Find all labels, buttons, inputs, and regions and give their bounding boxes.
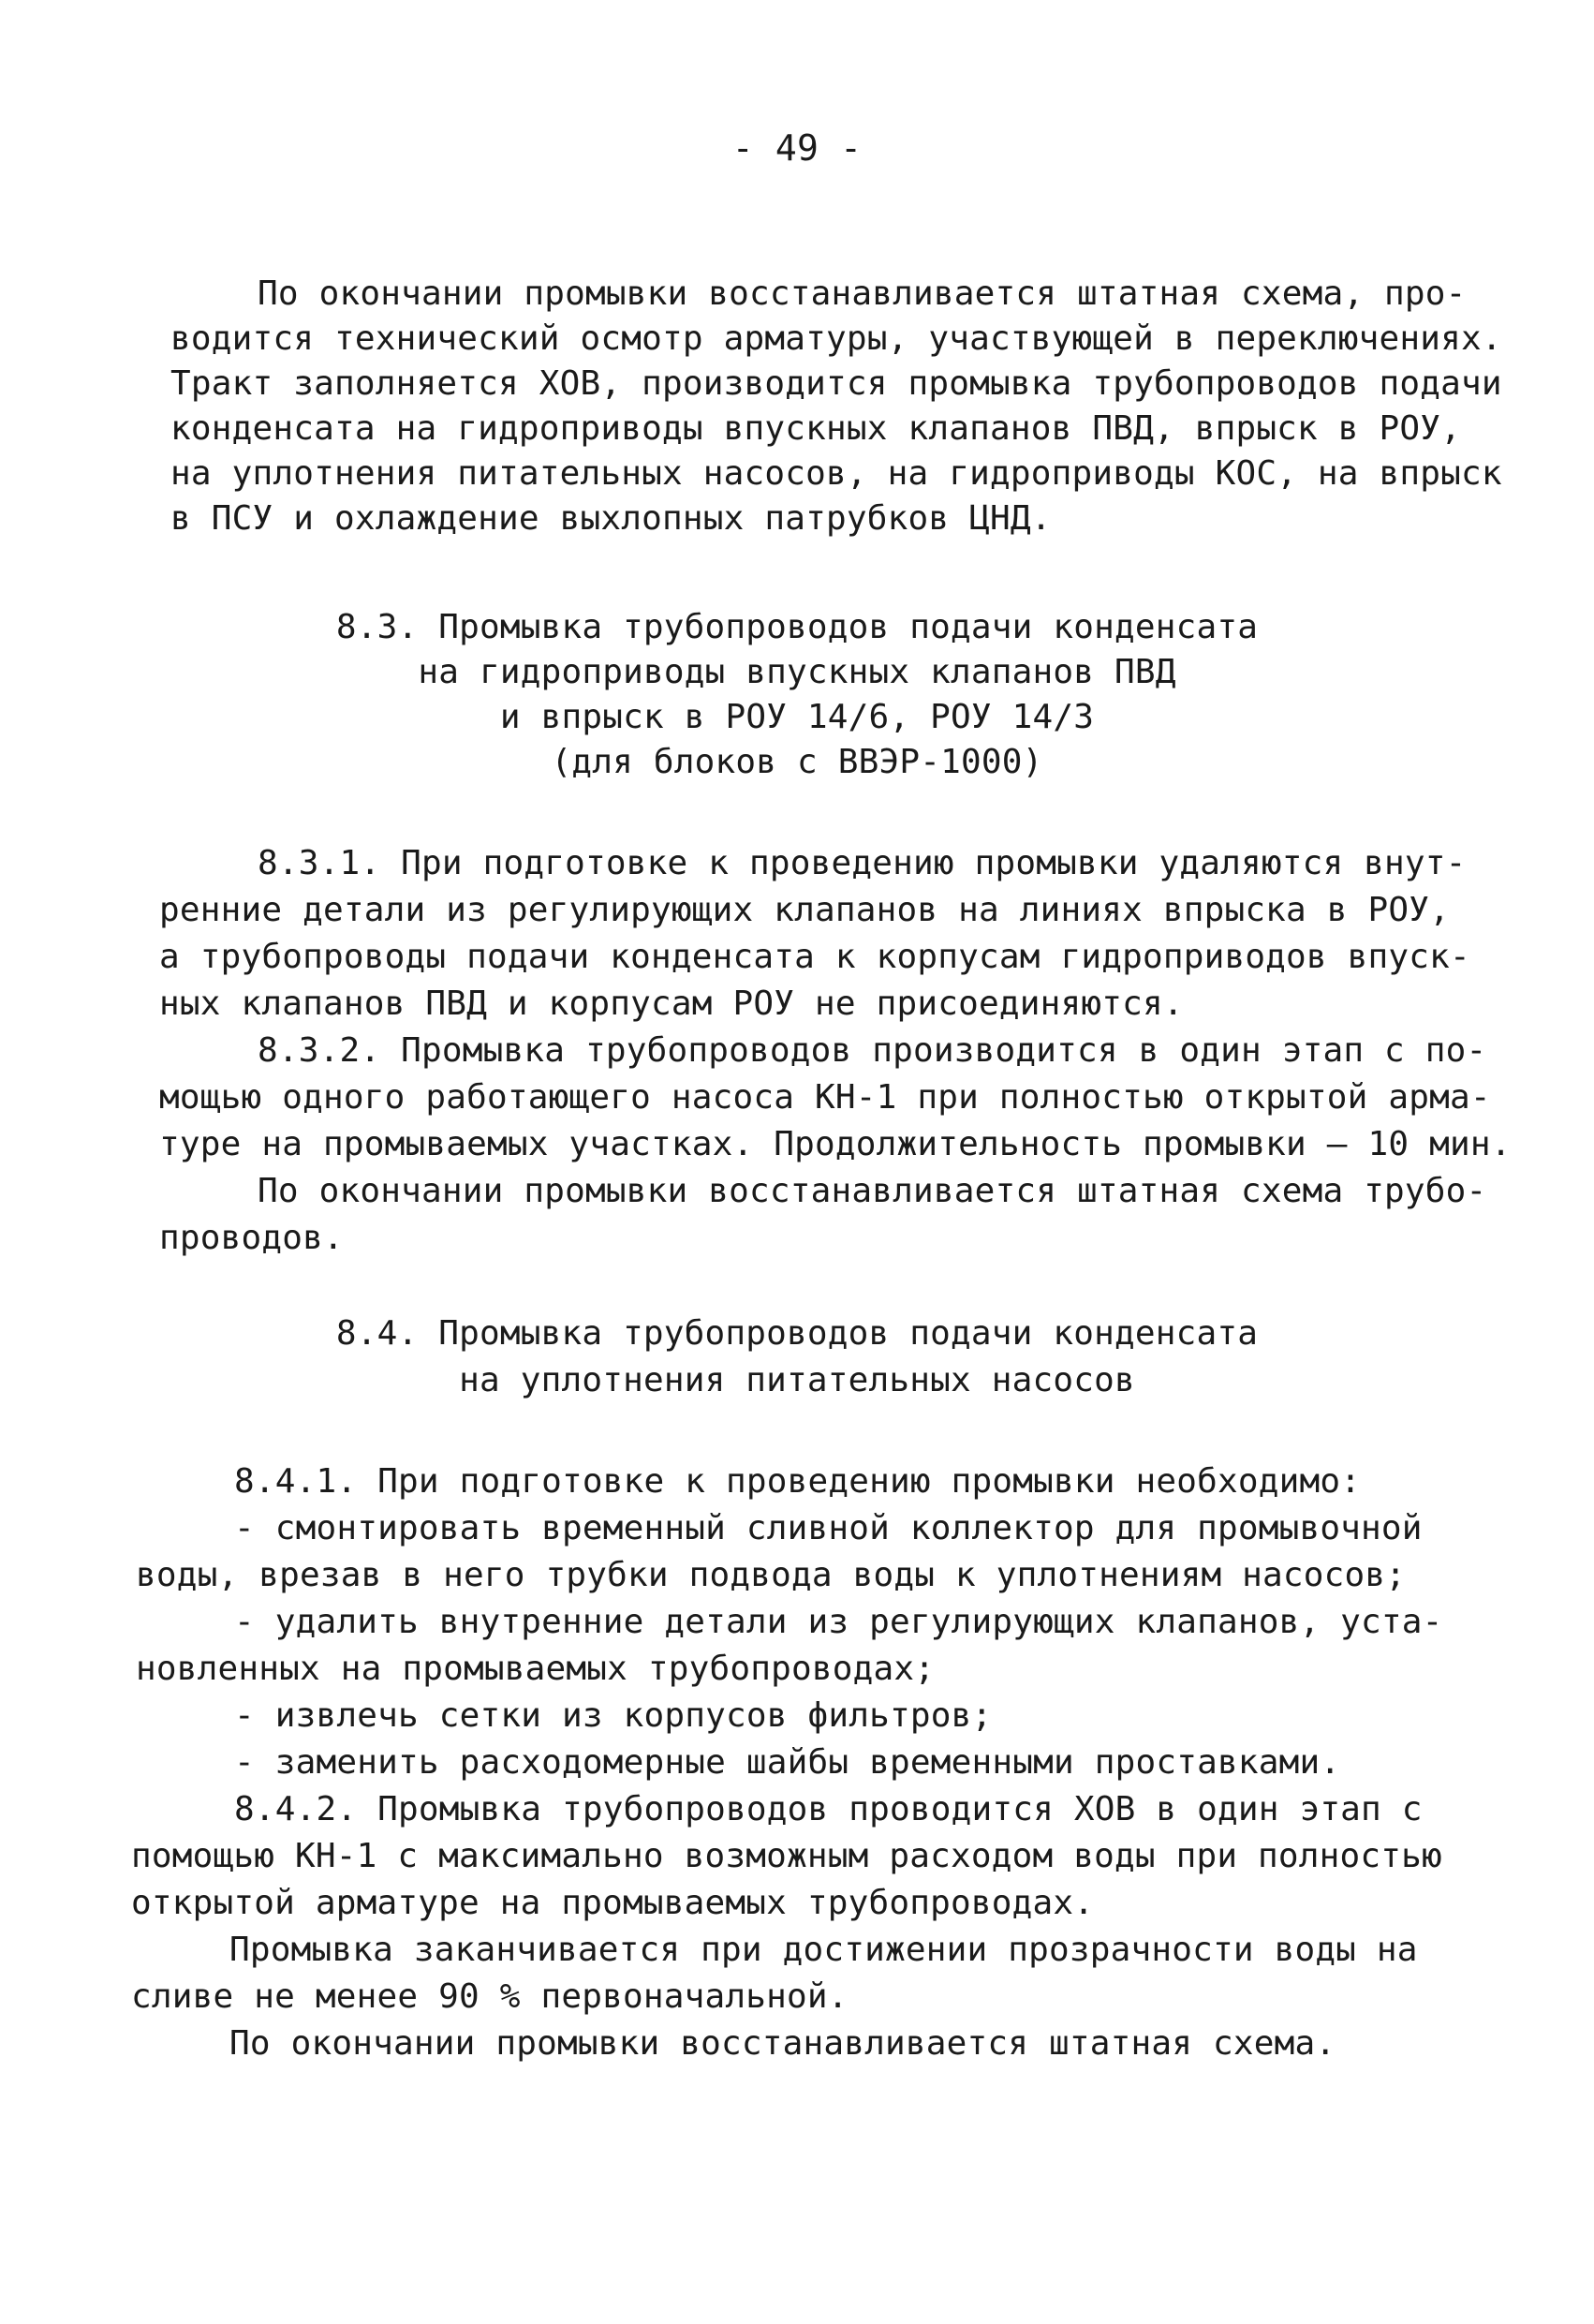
text-line: Промывка заканчивается при достижении прозрачности воды на [229, 1931, 1418, 1969]
text-line: проводов. [159, 1219, 344, 1257]
section-heading-line: (для блоков с ВВЭР-1000) [551, 743, 1043, 781]
text-line: конденсата на гидроприводы впускных клапанов ПВД, впрыск в РОУ, [170, 409, 1462, 448]
page-number: - 49 - [731, 127, 863, 169]
text-line: - удалить внутренние детали из регулирующих клапанов, уста- [234, 1603, 1443, 1641]
text-line: водится технический осмотр арматуры, участвующей в переключениях. [170, 319, 1502, 358]
text-line: сливе не менее 90 % первоначальной. [131, 1977, 849, 2016]
section-heading-line: 8.3. Промывка трубопроводов подачи конденсата [335, 608, 1259, 646]
text-line: туре на промываемых участках. Продолжительность промывки – 10 мин. [159, 1125, 1512, 1163]
text-line: - смонтировать временный сливной коллектор для промывочной [234, 1509, 1423, 1547]
section-heading-line: и впрыск в РОУ 14/6, РОУ 14/3 [499, 698, 1095, 736]
text-line: помощью КН-1 с максимально возможным расходом воды при полностью [131, 1837, 1442, 1875]
text-line: 8.3.2. Промывка трубопроводов производится в один этап с по- [258, 1031, 1487, 1070]
text-line: Тракт заполняется ХОВ, производится промывка трубопроводов подачи [170, 364, 1502, 403]
text-line: - заменить расходомерные шайбы временными проставками. [234, 1743, 1341, 1782]
text-line: воды, врезав в него трубки подвода воды к уплотнениям насосов; [136, 1556, 1407, 1594]
text-line: на уплотнения питательных насосов, на гидроприводы КОС, на впрыск [170, 454, 1502, 493]
text-line: 8.4.1. При подготовке к проведению промывки необходимо: [234, 1462, 1362, 1501]
text-line: ных клапанов ПВД и корпусам РОУ не присоединяются. [159, 984, 1184, 1023]
text-line: 8.3.1. При подготовке к проведению промывки удаляются внут- [258, 844, 1467, 882]
text-line: ренние детали из регулирующих клапанов на линиях впрыска в РОУ, [159, 891, 1451, 929]
text-line: 8.4.2. Промывка трубопроводов проводится ХОВ в один этап с [234, 1790, 1423, 1828]
text-line: - извлечь сетки из корпусов фильтров; [234, 1696, 993, 1735]
text-line: а трубопроводы подачи конденсата к корпусам гидроприводов впуск- [159, 938, 1470, 976]
section-heading-line: на гидроприводы впускных клапанов ПВД [418, 653, 1176, 691]
section-heading-line: на уплотнения питательных насосов [459, 1361, 1135, 1399]
section-heading-line: 8.4. Промывка трубопроводов подачи конденсата [335, 1314, 1259, 1353]
text-line: По окончании промывки восстанавливается штатная схема. [229, 2024, 1336, 2063]
text-line: По окончании промывки восстанавливается штатная схема трубо- [258, 1172, 1487, 1210]
text-line: новленных на промываемых трубопроводах; [136, 1650, 936, 1688]
text-line: мощью одного работающего насоса КН-1 при полностью открытой арма- [159, 1078, 1491, 1117]
text-line: открытой арматуре на промываемых трубопроводах. [131, 1884, 1095, 1922]
text-line: По окончании промывки восстанавливается штатная схема, про- [258, 274, 1467, 313]
text-line: в ПСУ и охлаждение выхлопных патрубков ЦНД. [170, 499, 1052, 538]
